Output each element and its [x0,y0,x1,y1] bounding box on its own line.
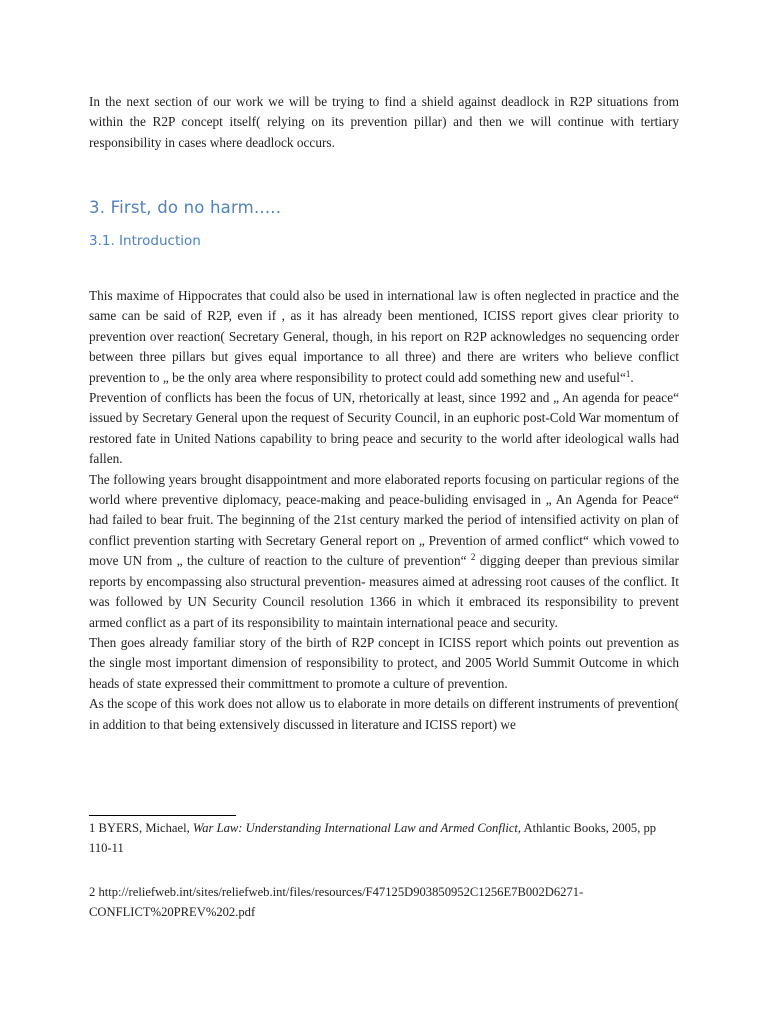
paragraph-end: . [630,369,634,385]
paragraph-text: This maxime of Hippocrates that could also be used in international law is often neglected in practice and the same can be said of R2P, even if , as it has already been mentioned, ICISS report gives clear priority to prevention over reaction( Secretary General, though, in his report on R2P acknowledges no sequencing order between three pillars but gives equal importance to all three) and there are writers who believe conflict prevention to „ be the only area where responsibility to protect could add something new and useful“ [89,288,679,385]
body-paragraph-4: Then goes already familiar story of the birth of R2P concept in ICISS report which points out prevention as the single most important dimension of responsibility to protect, and 2005 World Summit Outcome in which heads of state expressed their committment to promote a culture of prevention. [89,634,679,691]
body-paragraph-5: As the scope of this work does not allow us to elaborate in more details on different instruments of prevention( in addition to that being extensively discussed in literature and ICISS report) we [89,696,679,732]
footnote-2[interactable]: 2 http://reliefweb.int/sites/reliefweb.int/files/resources/F47125D903850952C1256E7B002D6271-CONFLICT%20PREV%202.pdf [89,885,584,920]
paragraph-text: The following years brought disappointment and more elaborated reports focusing on particular regions of the world where preventive diplomacy, peace-making and peace-buliding envisaged in „ An Agenda for Peace“ had failed to bear fruit. The beginning of the 21st century marked the period of intensified activity on plan of conflict prevention starting with Secretary General report on „ Prevention of armed conflict“ which vowed to move UN from „ the culture of reaction to the culture of prevention“ [89,471,679,569]
footnote-ref-1[interactable]: 1 [625,368,631,379]
footnote-1-suffix: , Athlantic Books, 2005, pp 110-11 [89,821,657,856]
footnote-1-prefix: 1 BYERS, Michael, [89,821,193,835]
footnote-1 [89,818,679,859]
body-paragraph-3 [89,470,679,633]
body-text [89,286,679,735]
intro-paragraph: In the next section of our work we will be trying to find a shield against deadlock in R2P situations from within the R2P concept itself( relying on its prevention pillar) and then we will continue with tertiary responsibility in cases where deadlock occurs. [89,94,679,150]
section-heading: 3. First, do no harm..... [89,198,282,217]
paragraph-text-cont: digging deeper than previous similar reports by encompassing also structural prevention- measures aimed at adressing root causes of the conflict. It was followed by UN Security Council resolution 1366 in which it embraced its responsibility to prevent armed conflict as a part of its responsibility to maintain international peace and security. [89,553,679,630]
footnote-ref-2[interactable]: 2 [470,552,476,563]
section-subheading: 3.1. Introduction [89,233,201,249]
body-paragraph-1 [89,286,679,388]
footnote-separator [89,815,236,816]
footnote-1-title: War Law: Understanding International Law and Armed Conflict [192,821,518,835]
body-paragraph-2: Prevention of conflicts has been the focus of UN, rhetorically at least, since 1992 and „ An agenda for peace“ issued by Secretary General upon the request of Security Council, in an euphoric post-Cold War momentum of restored fate in United Nations capability to bring peace and security to the world after ideological walls had fallen. [89,390,679,467]
